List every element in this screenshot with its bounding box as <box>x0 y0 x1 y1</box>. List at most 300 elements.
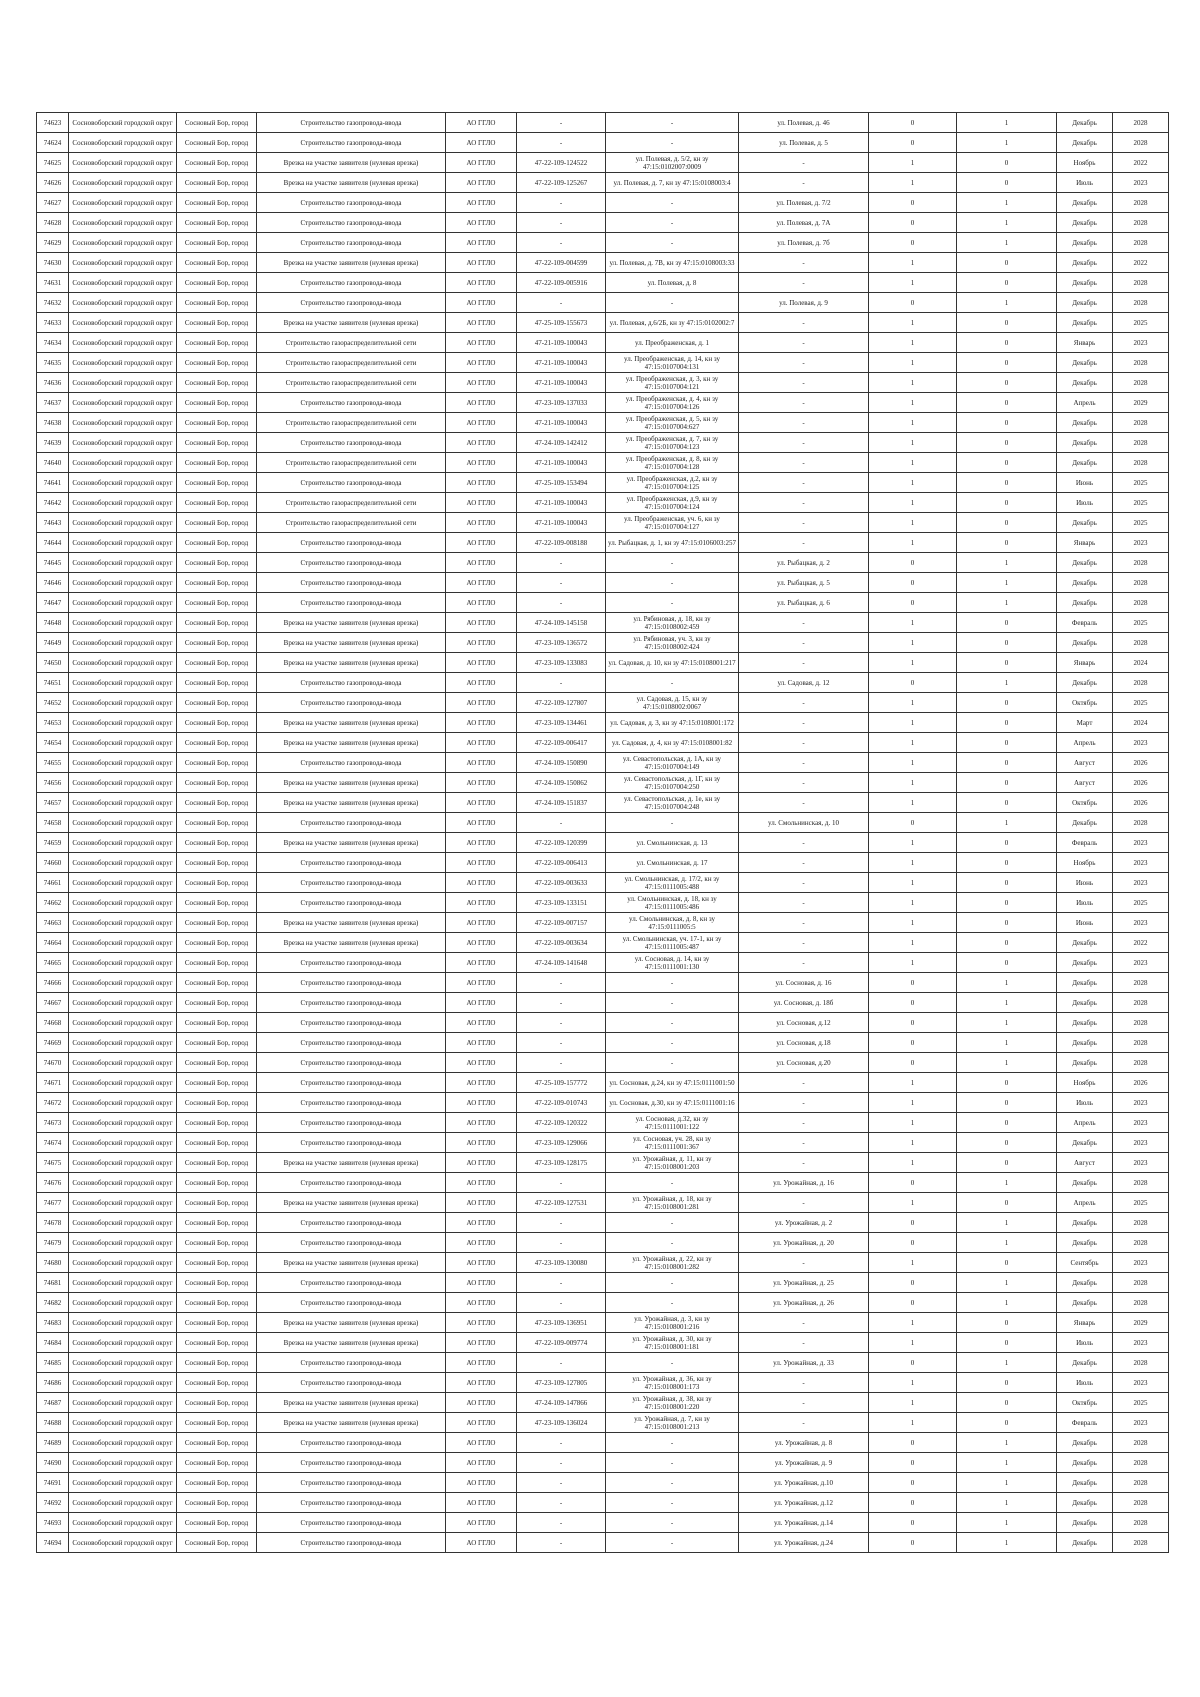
application-number-cell: 47-25-109-157772 <box>517 1073 606 1093</box>
quantity-b-cell: 0 <box>957 733 1057 753</box>
year-cell: 2026 <box>1113 773 1169 793</box>
address-cell: ул. Полевая, д. 7/2 <box>739 193 869 213</box>
cadastral-address-cell: ул. Садовая, д. 10, кн зу 47:15:0108001:217 <box>606 653 739 673</box>
settlement-cell: Сосновый Бор, город <box>177 1213 257 1233</box>
settlement-cell: Сосновый Бор, город <box>177 233 257 253</box>
month-cell: Ноябрь <box>1057 153 1113 173</box>
application-number-cell: - <box>517 1533 606 1553</box>
organization-cell: АО ГГЛО <box>446 333 517 353</box>
month-cell: Декабрь <box>1057 553 1113 573</box>
row-number-cell: 74641 <box>37 473 69 493</box>
quantity-a-cell: 0 <box>869 1293 957 1313</box>
work-type-cell: Строительство газопровода-ввода <box>257 233 446 253</box>
month-cell: Декабрь <box>1057 1353 1113 1373</box>
settlement-cell: Сосновый Бор, город <box>177 453 257 473</box>
work-type-cell: Строительство газопровода-ввода <box>257 853 446 873</box>
cadastral-address-cell: ул. Урожайная, д. 7, кн зу 47:15:0108001:213 <box>606 1413 739 1433</box>
application-number-cell: - <box>517 1353 606 1373</box>
quantity-b-cell: 0 <box>957 1093 1057 1113</box>
year-cell: 2023 <box>1113 1133 1169 1153</box>
quantity-a-cell: 1 <box>869 413 957 433</box>
work-type-cell: Строительство газораспределительной сети <box>257 373 446 393</box>
table-row <box>37 393 1169 413</box>
work-type-cell: Строительство газопровода-ввода <box>257 1093 446 1113</box>
municipality-cell: Сосновоборский городской округ <box>69 913 177 933</box>
table-row <box>37 1193 1169 1213</box>
quantity-a-cell: 0 <box>869 1473 957 1493</box>
cadastral-address-cell: - <box>606 213 739 233</box>
address-cell: - <box>739 533 869 553</box>
table-row <box>37 673 1169 693</box>
month-cell: Июль <box>1057 173 1113 193</box>
organization-cell: АО ГГЛО <box>446 1073 517 1093</box>
quantity-a-cell: 1 <box>869 1073 957 1093</box>
address-cell: ул. Полевая, д. 7б <box>739 233 869 253</box>
municipality-cell: Сосновоборский городской округ <box>69 433 177 453</box>
cadastral-address-cell: ул. Урожайная, д. 36, кн зу 47:15:0108001:173 <box>606 1373 739 1393</box>
work-type-cell: Строительство газопровода-ввода <box>257 473 446 493</box>
application-number-cell: 47-23-109-136572 <box>517 633 606 653</box>
address-cell: - <box>739 373 869 393</box>
cadastral-address-cell: ул. Рябиновая, уч. 3, кн зу 47:15:0108002:424 <box>606 633 739 653</box>
municipality-cell: Сосновоборский городской округ <box>69 893 177 913</box>
table-row <box>37 1473 1169 1493</box>
organization-cell: АО ГГЛО <box>446 1013 517 1033</box>
cadastral-address-cell: ул. Смольнинская, д. 17 <box>606 853 739 873</box>
quantity-b-cell: 0 <box>957 173 1057 193</box>
year-cell: 2028 <box>1113 1233 1169 1253</box>
table-row <box>37 1493 1169 1513</box>
month-cell: Декабрь <box>1057 673 1113 693</box>
municipality-cell: Сосновоборский городской округ <box>69 1233 177 1253</box>
quantity-b-cell: 0 <box>957 713 1057 733</box>
month-cell: Июнь <box>1057 473 1113 493</box>
table-row <box>37 813 1169 833</box>
municipality-cell: Сосновоборский городской округ <box>69 873 177 893</box>
row-number-cell: 74657 <box>37 793 69 813</box>
application-number-cell: 47-21-109-100043 <box>517 353 606 373</box>
quantity-b-cell: 0 <box>957 1073 1057 1093</box>
address-cell: - <box>739 473 869 493</box>
cadastral-address-cell: ул. Преображенская, д. 4, кн зу 47:15:0107004:126 <box>606 393 739 413</box>
row-number-cell: 74655 <box>37 753 69 773</box>
table-row <box>37 573 1169 593</box>
month-cell: Декабрь <box>1057 193 1113 213</box>
row-number-cell: 74680 <box>37 1253 69 1273</box>
address-cell: - <box>739 1333 869 1353</box>
address-cell: - <box>739 433 869 453</box>
address-cell: - <box>739 413 869 433</box>
municipality-cell: Сосновоборский городской округ <box>69 233 177 253</box>
table-row <box>37 1053 1169 1073</box>
quantity-b-cell: 1 <box>957 573 1057 593</box>
settlement-cell: Сосновый Бор, город <box>177 293 257 313</box>
application-number-cell: - <box>517 113 606 133</box>
quantity-a-cell: 1 <box>869 733 957 753</box>
organization-cell: АО ГГЛО <box>446 513 517 533</box>
cadastral-address-cell: ул. Смольнинская, д. 13 <box>606 833 739 853</box>
application-number-cell: - <box>517 1273 606 1293</box>
row-number-cell: 74653 <box>37 713 69 733</box>
address-cell: ул. Урожайная, д. 26 <box>739 1293 869 1313</box>
table-row <box>37 893 1169 913</box>
address-cell: ул. Рыбацкая, д. 2 <box>739 553 869 573</box>
month-cell: Декабрь <box>1057 313 1113 333</box>
municipality-cell: Сосновоборский городской округ <box>69 753 177 773</box>
month-cell: Август <box>1057 773 1113 793</box>
address-cell: - <box>739 333 869 353</box>
row-number-cell: 74685 <box>37 1353 69 1373</box>
year-cell: 2023 <box>1113 733 1169 753</box>
municipality-cell: Сосновоборский городской округ <box>69 1013 177 1033</box>
organization-cell: АО ГГЛО <box>446 1273 517 1293</box>
municipality-cell: Сосновоборский городской округ <box>69 113 177 133</box>
organization-cell: АО ГГЛО <box>446 753 517 773</box>
work-type-cell: Строительство газопровода-ввода <box>257 813 446 833</box>
year-cell: 2028 <box>1113 813 1169 833</box>
table-row <box>37 613 1169 633</box>
row-number-cell: 74662 <box>37 893 69 913</box>
work-type-cell: Врезка на участке заявителя (нулевая врезка) <box>257 313 446 333</box>
table-row <box>37 233 1169 253</box>
year-cell: 2029 <box>1113 393 1169 413</box>
row-number-cell: 74635 <box>37 353 69 373</box>
address-cell: - <box>739 893 869 913</box>
table-row <box>37 713 1169 733</box>
table-row <box>37 333 1169 353</box>
quantity-a-cell: 1 <box>869 353 957 373</box>
application-number-cell: 47-23-109-127805 <box>517 1373 606 1393</box>
organization-cell: АО ГГЛО <box>446 213 517 233</box>
month-cell: Январь <box>1057 653 1113 673</box>
municipality-cell: Сосновоборский городской округ <box>69 253 177 273</box>
table-row <box>37 373 1169 393</box>
work-type-cell: Врезка на участке заявителя (нулевая врезка) <box>257 913 446 933</box>
month-cell: Март <box>1057 713 1113 733</box>
month-cell: Декабрь <box>1057 993 1113 1013</box>
work-type-cell: Строительство газопровода-ввода <box>257 213 446 233</box>
quantity-b-cell: 0 <box>957 753 1057 773</box>
cadastral-address-cell: ул. Полевая, д. 8 <box>606 273 739 293</box>
quantity-b-cell: 1 <box>957 813 1057 833</box>
settlement-cell: Сосновый Бор, город <box>177 653 257 673</box>
quantity-b-cell: 0 <box>957 1113 1057 1133</box>
application-number-cell: 47-22-109-124522 <box>517 153 606 173</box>
application-number-cell: 47-22-109-006417 <box>517 733 606 753</box>
work-type-cell: Врезка на участке заявителя (нулевая врезка) <box>257 613 446 633</box>
year-cell: 2023 <box>1113 173 1169 193</box>
quantity-b-cell: 1 <box>957 1173 1057 1193</box>
municipality-cell: Сосновоборский городской округ <box>69 693 177 713</box>
address-cell: - <box>739 1133 869 1153</box>
organization-cell: АО ГГЛО <box>446 1053 517 1073</box>
settlement-cell: Сосновый Бор, город <box>177 693 257 713</box>
work-type-cell: Строительство газопровода-ввода <box>257 1533 446 1553</box>
quantity-b-cell: 0 <box>957 1253 1057 1273</box>
table-row <box>37 1113 1169 1133</box>
cadastral-address-cell: ул. Смольнинская, уч. 17-1, кн зу 47:15:0111005:487 <box>606 933 739 953</box>
table-row <box>37 453 1169 473</box>
municipality-cell: Сосновоборский городской округ <box>69 1533 177 1553</box>
month-cell: Декабрь <box>1057 233 1113 253</box>
year-cell: 2028 <box>1113 1473 1169 1493</box>
cadastral-address-cell: - <box>606 133 739 153</box>
cadastral-address-cell: - <box>606 973 739 993</box>
application-number-cell: - <box>517 1513 606 1533</box>
quantity-a-cell: 1 <box>869 1133 957 1153</box>
quantity-a-cell: 1 <box>869 433 957 453</box>
settlement-cell: Сосновый Бор, город <box>177 213 257 233</box>
month-cell: Ноябрь <box>1057 1073 1113 1093</box>
settlement-cell: Сосновый Бор, город <box>177 973 257 993</box>
application-number-cell: 47-23-109-137033 <box>517 393 606 413</box>
settlement-cell: Сосновый Бор, город <box>177 253 257 273</box>
application-number-cell: - <box>517 593 606 613</box>
quantity-b-cell: 1 <box>957 213 1057 233</box>
year-cell: 2028 <box>1113 633 1169 653</box>
work-type-cell: Строительство газопровода-ввода <box>257 1373 446 1393</box>
address-cell: ул. Полевая, д. 46 <box>739 113 869 133</box>
month-cell: Декабрь <box>1057 133 1113 153</box>
quantity-a-cell: 0 <box>869 1353 957 1373</box>
work-type-cell: Строительство газопровода-ввода <box>257 1133 446 1153</box>
organization-cell: АО ГГЛО <box>446 1473 517 1493</box>
quantity-b-cell: 0 <box>957 1133 1057 1153</box>
quantity-b-cell: 0 <box>957 493 1057 513</box>
month-cell: Октябрь <box>1057 793 1113 813</box>
quantity-b-cell: 0 <box>957 153 1057 173</box>
organization-cell: АО ГГЛО <box>446 1453 517 1473</box>
municipality-cell: Сосновоборский городской округ <box>69 1293 177 1313</box>
cadastral-address-cell: ул. Преображенская, д. 1 <box>606 333 739 353</box>
year-cell: 2028 <box>1113 453 1169 473</box>
quantity-a-cell: 1 <box>869 273 957 293</box>
quantity-a-cell: 0 <box>869 593 957 613</box>
quantity-a-cell: 1 <box>869 1413 957 1433</box>
quantity-a-cell: 1 <box>869 493 957 513</box>
month-cell: Декабрь <box>1057 593 1113 613</box>
municipality-cell: Сосновоборский городской округ <box>69 933 177 953</box>
year-cell: 2028 <box>1113 973 1169 993</box>
cadastral-address-cell: - <box>606 593 739 613</box>
table-row <box>37 1313 1169 1333</box>
year-cell: 2028 <box>1113 233 1169 253</box>
municipality-cell: Сосновоборский городской округ <box>69 313 177 333</box>
cadastral-address-cell: - <box>606 1453 739 1473</box>
row-number-cell: 74626 <box>37 173 69 193</box>
row-number-cell: 74625 <box>37 153 69 173</box>
row-number-cell: 74690 <box>37 1453 69 1473</box>
row-number-cell: 74659 <box>37 833 69 853</box>
address-cell: - <box>739 313 869 333</box>
settlement-cell: Сосновый Бор, город <box>177 1253 257 1273</box>
year-cell: 2023 <box>1113 853 1169 873</box>
address-cell: - <box>739 153 869 173</box>
settlement-cell: Сосновый Бор, город <box>177 1453 257 1473</box>
work-type-cell: Строительство газопровода-ввода <box>257 873 446 893</box>
organization-cell: АО ГГЛО <box>446 353 517 373</box>
quantity-b-cell: 1 <box>957 1213 1057 1233</box>
quantity-a-cell: 1 <box>869 1333 957 1353</box>
year-cell: 2023 <box>1113 1153 1169 1173</box>
application-number-cell: 47-23-109-133083 <box>517 653 606 673</box>
application-number-cell: - <box>517 1213 606 1233</box>
month-cell: Декабрь <box>1057 573 1113 593</box>
cadastral-address-cell: ул. Преображенская, д. 14, кн зу 47:15:0107004:131 <box>606 353 739 373</box>
row-number-cell: 74639 <box>37 433 69 453</box>
organization-cell: АО ГГЛО <box>446 113 517 133</box>
settlement-cell: Сосновый Бор, город <box>177 1373 257 1393</box>
table-row <box>37 413 1169 433</box>
table-row <box>37 473 1169 493</box>
year-cell: 2025 <box>1113 893 1169 913</box>
address-cell: - <box>739 753 869 773</box>
quantity-a-cell: 0 <box>869 1273 957 1293</box>
quantity-b-cell: 0 <box>957 253 1057 273</box>
row-number-cell: 74645 <box>37 553 69 573</box>
settlement-cell: Сосновый Бор, город <box>177 1293 257 1313</box>
settlement-cell: Сосновый Бор, город <box>177 1033 257 1053</box>
quantity-b-cell: 1 <box>957 1513 1057 1533</box>
settlement-cell: Сосновый Бор, город <box>177 553 257 573</box>
organization-cell: АО ГГЛО <box>446 633 517 653</box>
quantity-a-cell: 1 <box>869 533 957 553</box>
municipality-cell: Сосновоборский городской округ <box>69 1353 177 1373</box>
application-number-cell: - <box>517 573 606 593</box>
work-type-cell: Врезка на участке заявителя (нулевая врезка) <box>257 793 446 813</box>
address-cell: - <box>739 1373 869 1393</box>
settlement-cell: Сосновый Бор, город <box>177 173 257 193</box>
municipality-cell: Сосновоборский городской округ <box>69 493 177 513</box>
row-number-cell: 74627 <box>37 193 69 213</box>
municipality-cell: Сосновоборский городской округ <box>69 713 177 733</box>
application-number-cell: 47-22-109-010743 <box>517 1093 606 1113</box>
municipality-cell: Сосновоборский городской округ <box>69 1053 177 1073</box>
table-row <box>37 253 1169 273</box>
work-type-cell: Строительство газопровода-ввода <box>257 1213 446 1233</box>
organization-cell: АО ГГЛО <box>446 193 517 213</box>
table-row <box>37 1173 1169 1193</box>
municipality-cell: Сосновоборский городской округ <box>69 1093 177 1113</box>
settlement-cell: Сосновый Бор, город <box>177 1313 257 1333</box>
cadastral-address-cell: ул. Преображенская, д. 5, кн зу 47:15:0107004:627 <box>606 413 739 433</box>
address-cell: ул. Полевая, д. 9 <box>739 293 869 313</box>
settlement-cell: Сосновый Бор, город <box>177 753 257 773</box>
quantity-a-cell: 0 <box>869 1053 957 1073</box>
organization-cell: АО ГГЛО <box>446 1373 517 1393</box>
settlement-cell: Сосновый Бор, город <box>177 193 257 213</box>
settlement-cell: Сосновый Бор, город <box>177 953 257 973</box>
month-cell: Декабрь <box>1057 213 1113 233</box>
work-type-cell: Строительство газораспределительной сети <box>257 453 446 473</box>
table-row <box>37 993 1169 1013</box>
quantity-b-cell: 0 <box>957 933 1057 953</box>
municipality-cell: Сосновоборский городской округ <box>69 613 177 633</box>
row-number-cell: 74674 <box>37 1133 69 1153</box>
address-cell: - <box>739 1313 869 1333</box>
year-cell: 2024 <box>1113 713 1169 733</box>
organization-cell: АО ГГЛО <box>446 593 517 613</box>
month-cell: Июль <box>1057 1093 1113 1113</box>
municipality-cell: Сосновоборский городской округ <box>69 413 177 433</box>
row-number-cell: 74669 <box>37 1033 69 1053</box>
quantity-a-cell: 1 <box>869 373 957 393</box>
table-row <box>37 1293 1169 1313</box>
settlement-cell: Сосновый Бор, город <box>177 473 257 493</box>
settlement-cell: Сосновый Бор, город <box>177 533 257 553</box>
work-type-cell: Строительство газопровода-ввода <box>257 1173 446 1193</box>
year-cell: 2025 <box>1113 1193 1169 1213</box>
quantity-b-cell: 0 <box>957 793 1057 813</box>
settlement-cell: Сосновый Бор, город <box>177 1093 257 1113</box>
organization-cell: АО ГГЛО <box>446 273 517 293</box>
municipality-cell: Сосновоборский городской округ <box>69 653 177 673</box>
work-type-cell: Строительство газораспределительной сети <box>257 513 446 533</box>
cadastral-address-cell: - <box>606 233 739 253</box>
year-cell: 2028 <box>1113 1353 1169 1373</box>
row-number-cell: 74667 <box>37 993 69 1013</box>
municipality-cell: Сосновоборский городской округ <box>69 1433 177 1453</box>
table-row <box>37 633 1169 653</box>
settlement-cell: Сосновый Бор, город <box>177 1393 257 1413</box>
month-cell: Декабрь <box>1057 1233 1113 1253</box>
row-number-cell: 74646 <box>37 573 69 593</box>
address-cell: - <box>739 1193 869 1213</box>
quantity-a-cell: 0 <box>869 1013 957 1033</box>
organization-cell: АО ГГЛО <box>446 1293 517 1313</box>
cadastral-address-cell: ул. Смольнинская, д. 17/2, кн зу 47:15:0111005:488 <box>606 873 739 893</box>
month-cell: Апрель <box>1057 1113 1113 1133</box>
cadastral-address-cell: ул. Полевая, д. 7, кн зу 47:15:0108003:4 <box>606 173 739 193</box>
quantity-b-cell: 1 <box>957 673 1057 693</box>
cadastral-address-cell: ул. Преображенская, д.9, кн зу 47:15:0107004:124 <box>606 493 739 513</box>
application-number-cell: - <box>517 133 606 153</box>
year-cell: 2028 <box>1113 1033 1169 1053</box>
month-cell: Декабрь <box>1057 1213 1113 1233</box>
year-cell: 2028 <box>1113 993 1169 1013</box>
application-number-cell: 47-22-109-009774 <box>517 1333 606 1353</box>
application-number-cell: 47-22-109-120322 <box>517 1113 606 1133</box>
quantity-a-cell: 0 <box>869 1173 957 1193</box>
settlement-cell: Сосновый Бор, город <box>177 1013 257 1033</box>
quantity-b-cell: 1 <box>957 993 1057 1013</box>
year-cell: 2028 <box>1113 1213 1169 1233</box>
cadastral-address-cell: ул. Преображенская, д. 7, кн зу 47:15:0107004:123 <box>606 433 739 453</box>
month-cell: Ноябрь <box>1057 853 1113 873</box>
table-row <box>37 1333 1169 1353</box>
table-row <box>37 953 1169 973</box>
quantity-a-cell: 1 <box>869 1193 957 1213</box>
quantity-b-cell: 1 <box>957 1273 1057 1293</box>
work-type-cell: Врезка на участке заявителя (нулевая врезка) <box>257 833 446 853</box>
municipality-cell: Сосновоборский городской округ <box>69 1393 177 1413</box>
month-cell: Декабрь <box>1057 353 1113 373</box>
application-number-cell: 47-22-109-120399 <box>517 833 606 853</box>
address-cell: - <box>739 1253 869 1273</box>
row-number-cell: 74671 <box>37 1073 69 1093</box>
settlement-cell: Сосновый Бор, город <box>177 493 257 513</box>
table-row <box>37 1413 1169 1433</box>
row-number-cell: 74670 <box>37 1053 69 1073</box>
organization-cell: АО ГГЛО <box>446 953 517 973</box>
year-cell: 2023 <box>1113 1253 1169 1273</box>
work-type-cell: Строительство газопровода-ввода <box>257 193 446 213</box>
organization-cell: АО ГГЛО <box>446 1353 517 1373</box>
address-cell: ул. Сосновая, д.18 <box>739 1033 869 1053</box>
cadastral-address-cell: ул. Севастопольская, д. 1е, кн зу 47:15:0107004:248 <box>606 793 739 813</box>
quantity-b-cell: 1 <box>957 1453 1057 1473</box>
quantity-a-cell: 0 <box>869 673 957 693</box>
